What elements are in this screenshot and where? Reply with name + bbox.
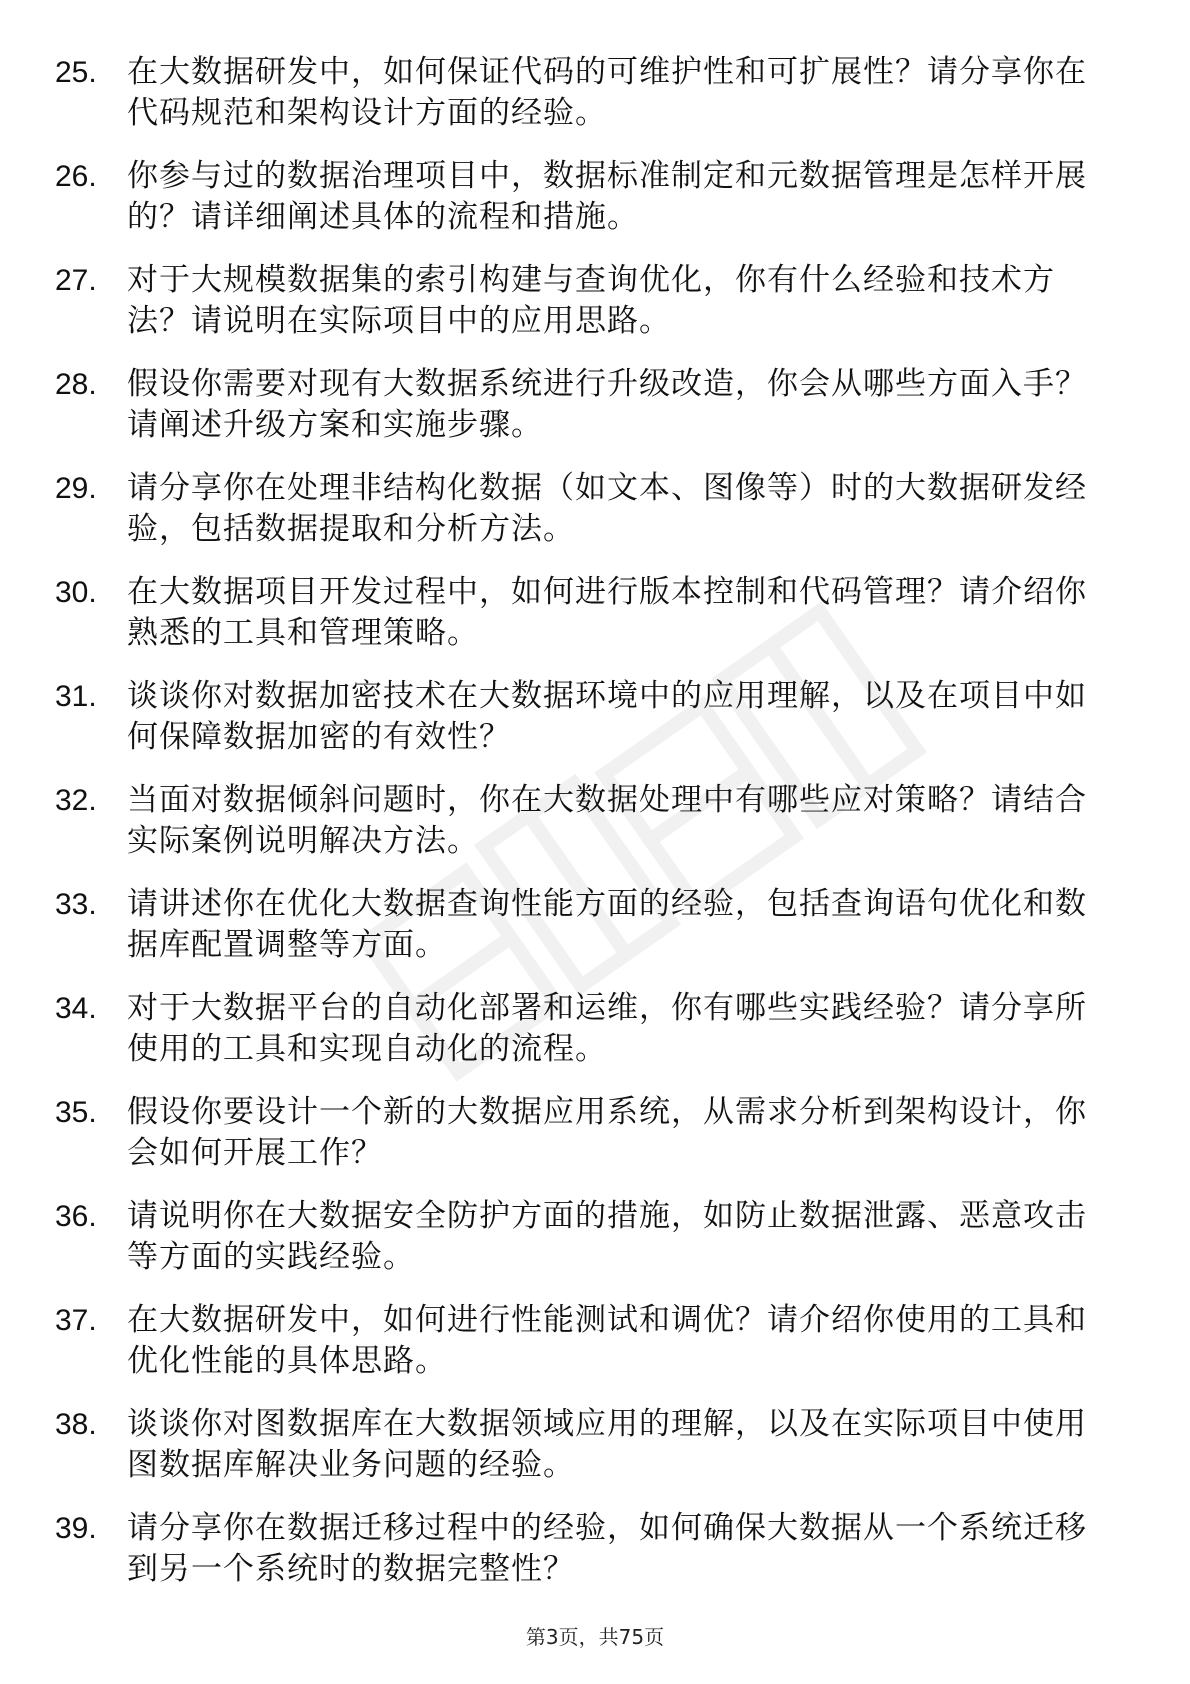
question-number: 31. (55, 680, 97, 713)
question-item (55, 884, 1115, 988)
question-text: 假设你要设计一个新的大数据应用系统，从需求分析到架构设计，你会如何开展工作？ (127, 1094, 1087, 1171)
question-number: 32. (55, 784, 97, 817)
question-number: 27. (55, 264, 97, 297)
question-item (55, 156, 1115, 260)
question-text: 对于大规模数据集的索引构建与查询优化，你有什么经验和技术方法？请说明在实际项目中的应用思路。 (127, 262, 1055, 339)
question-number: 39. (55, 1512, 97, 1545)
question-item (55, 1092, 1115, 1196)
question-item (55, 676, 1115, 780)
question-number: 25. (55, 56, 97, 89)
question-text: 请分享你在处理非结构化数据（如文本、图像等）时的大数据研发经验，包括数据提取和分析方法。 (127, 470, 1087, 547)
question-item (55, 780, 1115, 884)
question-item (55, 988, 1115, 1092)
question-number: 35. (55, 1096, 97, 1129)
question-list (55, 52, 1115, 1612)
question-item (55, 1404, 1115, 1508)
question-item (55, 52, 1115, 156)
question-text: 在大数据研发中，如何进行性能测试和调优？请介绍你使用的工具和优化性能的具体思路。 (127, 1302, 1087, 1379)
question-item (55, 572, 1115, 676)
question-text: 谈谈你对数据加密技术在大数据环境中的应用理解，以及在项目中如何保障数据加密的有效性？ (127, 678, 1087, 755)
question-item (55, 364, 1115, 468)
question-text: 在大数据项目开发过程中，如何进行版本控制和代码管理？请介绍你熟悉的工具和管理策略。 (127, 574, 1087, 651)
question-text: 请说明你在大数据安全防护方面的措施，如防止数据泄露、恶意攻击等方面的实践经验。 (127, 1198, 1087, 1275)
question-item (55, 1300, 1115, 1404)
question-number: 28. (55, 368, 97, 401)
question-text: 你参与过的数据治理项目中，数据标准制定和元数据管理是怎样开展的？请详细阐述具体的流程和措施。 (127, 158, 1087, 235)
question-text: 对于大数据平台的自动化部署和运维，你有哪些实践经验？请分享所使用的工具和实现自动化的流程。 (127, 990, 1087, 1067)
question-item (55, 468, 1115, 572)
question-text: 请分享你在数据迁移过程中的经验，如何确保大数据从一个系统迁移到另一个系统时的数据完整性？ (127, 1510, 1087, 1587)
question-text: 当面对数据倾斜问题时，你在大数据处理中有哪些应对策略？请结合实际案例说明解决方法。 (127, 782, 1087, 859)
question-number: 33. (55, 888, 97, 921)
question-number: 38. (55, 1408, 97, 1441)
question-text: 假设你需要对现有大数据系统进行升级改造，你会从哪些方面入手？请阐述升级方案和实施步骤。 (127, 366, 1087, 443)
question-item (55, 1508, 1115, 1612)
question-item (55, 1196, 1115, 1300)
question-text: 请讲述你在优化大数据查询性能方面的经验，包括查询语句优化和数据库配置调整等方面。 (127, 886, 1087, 963)
question-number: 29. (55, 472, 97, 505)
question-item (55, 260, 1115, 364)
question-text: 在大数据研发中，如何保证代码的可维护性和可扩展性？请分享你在代码规范和架构设计方面的经验。 (127, 54, 1087, 131)
question-number: 34. (55, 992, 97, 1025)
question-number: 37. (55, 1304, 97, 1337)
question-text: 谈谈你对图数据库在大数据领域应用的理解，以及在实际项目中使用图数据库解决业务问题的经验。 (127, 1406, 1087, 1483)
question-number: 36. (55, 1200, 97, 1233)
page-footer: 第3页，共75页 (525, 1625, 665, 1649)
question-number: 30. (55, 576, 97, 609)
question-number: 26. (55, 160, 97, 193)
